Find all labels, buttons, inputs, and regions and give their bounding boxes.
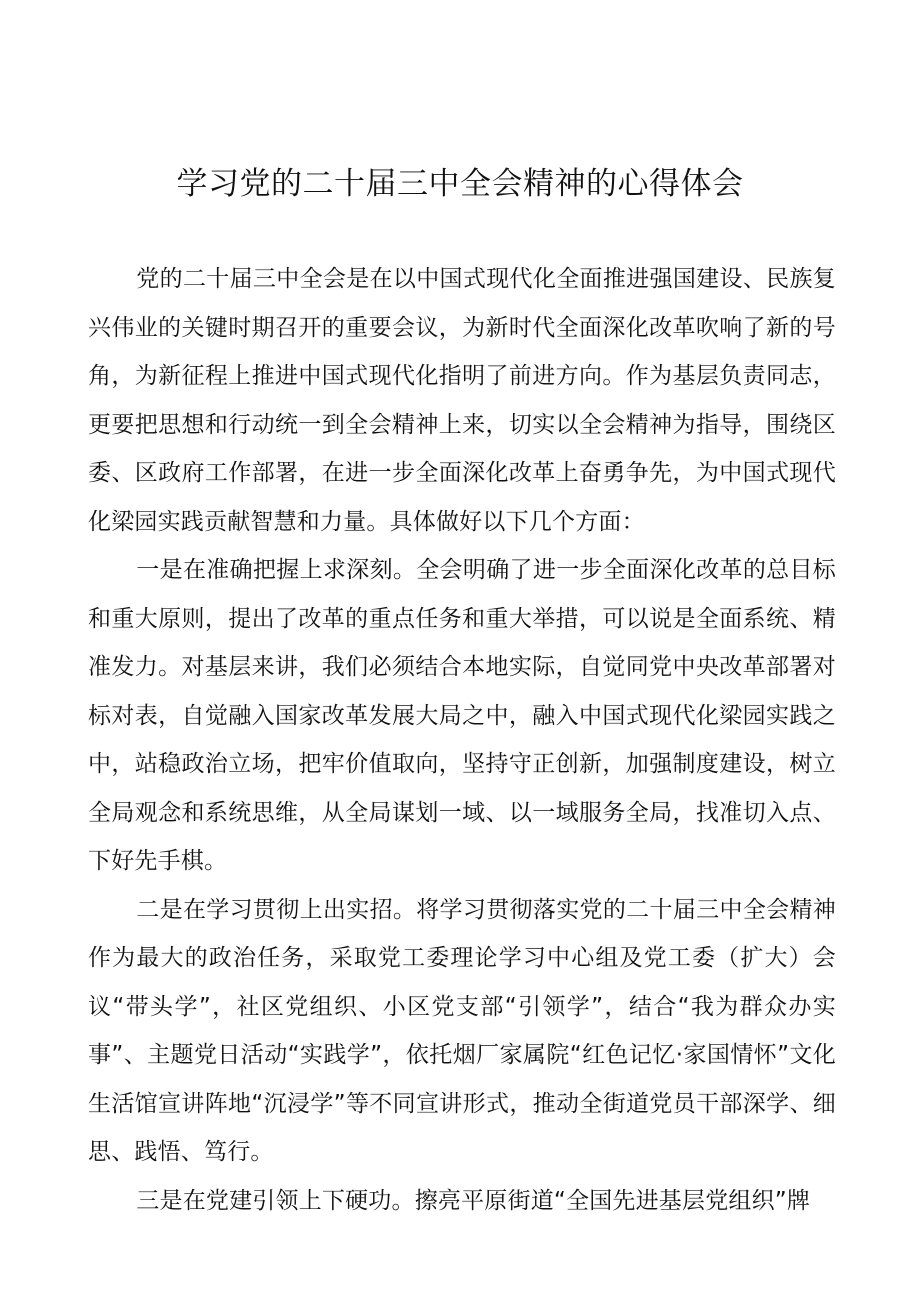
document-body [88, 255, 836, 1225]
paragraph-point-two: 二是在学习贯彻上出实招。将学习贯彻落实党的二十届三中全会精神作为最大的政治任务，采取党工委理论学习中心组及党工委（扩大）会议“带头学”，社区党组织、小区党支部“引领学”，结合“我为群众办实事”、主题党日活动“实践学”，依托烟厂家属院“红色记忆·家国情怀”文化生活馆宣讲阵地“沉浸学”等不同宣讲形式，推动全街道党员干部深学、细思、践悟、笃行。 [88, 896, 836, 1165]
document-title: 学习党的二十届三中全会精神的心得体会 [176, 166, 744, 202]
paragraph-point-one: 一是在准确把握上求深刻。全会明确了进一步全面深化改革的总目标和重大原则，提出了改革的重点任务和重大举措，可以说是全面系统、精准发力。对基层来讲，我们必须结合本地实际，自觉同党中央改革部署对标对表，自觉融入国家改革发展大局之中，融入中国式现代化梁园实践之中，站稳政治立场，把牢价值取向，坚持守正创新，加强制度建设，树立全局观念和系统思维，从全局谋划一域、以一域服务全局，找准切入点、下好先手棋。 [88, 557, 836, 874]
paragraph-point-three: 三是在党建引领上下硬功。擦亮平原街道“全国先进基层党组织”牌 [136, 1187, 811, 1214]
paragraph-intro: 党的二十届三中全会是在以中国式现代化全面推进强国建设、民族复兴伟业的关键时期召开的重要会议，为新时代全面深化改革吹响了新的号角，为新征程上推进中国式现代化指明了前进方向。作为基层负责同志，更要把思想和行动统一到全会精神上来，切实以全会精神为指导，围绕区委、区政府工作部署，在进一步全面深化改革上奋勇争先，为中国式现代化梁园实践贡献智慧和力量。具体做好以下几个方面： [88, 266, 836, 535]
